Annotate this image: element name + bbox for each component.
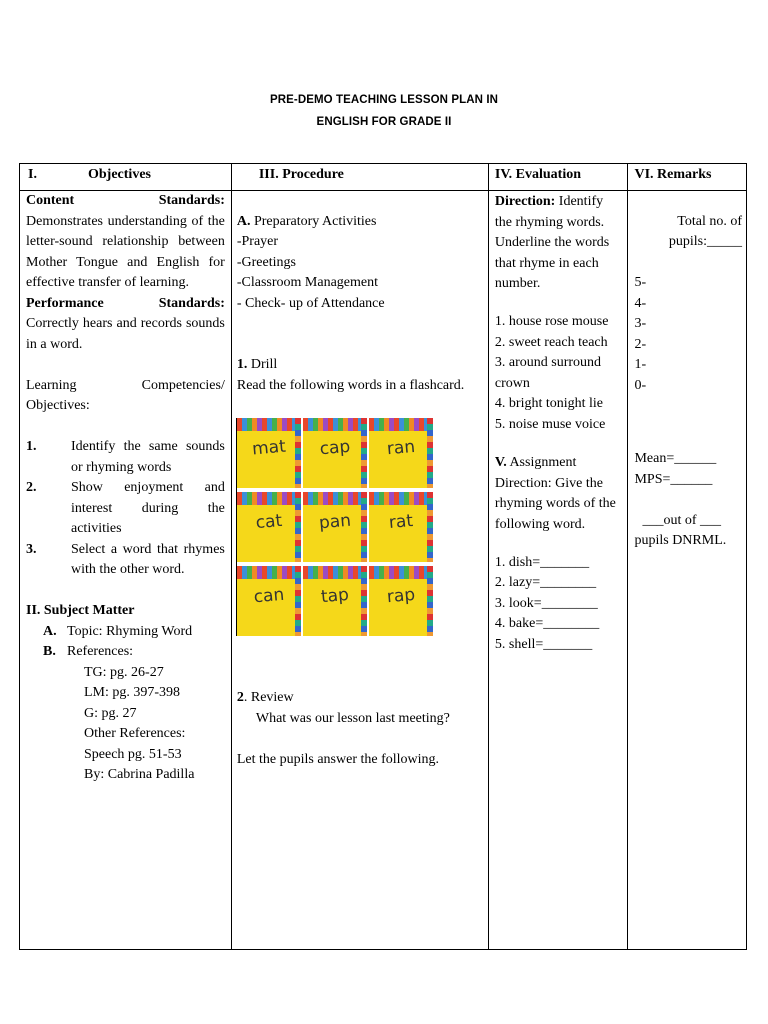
- subject-matter-heading: II. Subject Matter: [26, 603, 135, 618]
- objectives-header: I. Objectives: [20, 164, 232, 191]
- flashcard: [369, 492, 433, 562]
- flashcard: [303, 492, 367, 562]
- dnrml-line-1: ___out of ___: [642, 512, 722, 528]
- table-body-row: [20, 191, 747, 950]
- flashcard: [237, 566, 301, 636]
- score-line: 4-: [634, 295, 647, 311]
- total-pupils-line-1: Total no. of: [677, 213, 742, 229]
- flashcard: [369, 418, 433, 488]
- lesson-plan-table: [19, 163, 747, 950]
- score-line: 5-: [634, 275, 647, 290]
- subject-matter-list: [26, 622, 225, 786]
- flashcard: [369, 566, 433, 636]
- prep-item: -Greetings: [236, 254, 296, 270]
- references-item: B. References:: [43, 644, 134, 659]
- reference-line: LM: pg. 397-398: [84, 685, 181, 700]
- prep-item: -Prayer: [236, 234, 279, 249]
- list-item: 2. Show enjoyment and interest during the activities: [26, 480, 225, 536]
- topic-item: A. Topic: Rhyming Word: [43, 623, 193, 639]
- preparatory-activities-heading: A. Preparatory Activities: [236, 213, 377, 229]
- flashcard-word: pan: [318, 510, 352, 534]
- procedure-header: III. Procedure: [231, 164, 488, 191]
- score-line: 1-: [634, 357, 647, 372]
- reference-line: G: pg. 27: [84, 705, 137, 721]
- prep-item: - Check- up of Attendance: [236, 295, 385, 311]
- evaluation-item: 5. noise muse voice: [494, 416, 606, 432]
- score-line: 2-: [634, 336, 647, 352]
- assignment-item: 2. lazy=________: [494, 575, 597, 591]
- list-item: 1. Identify the same sounds or rhyming words: [26, 439, 225, 475]
- flashcard-word: rat: [387, 510, 414, 534]
- flashcard: [303, 418, 367, 488]
- evaluation-item: 2. sweet reach teach: [494, 334, 608, 350]
- content-standards-text: Demonstrates understanding of the letter-sound relationship between Mother Tongue and English for effective transfer of learning.: [26, 213, 225, 290]
- review-question: What was our lesson last meeting?: [255, 710, 450, 726]
- total-pupils-line-2: pupils:_____: [668, 234, 742, 249]
- flashcard: [303, 566, 367, 636]
- review-heading: 2. Review: [236, 690, 294, 705]
- mps-line: MPS=______: [634, 471, 713, 487]
- reference-line: Other References:: [84, 726, 186, 741]
- flashcard-word: cat: [254, 510, 283, 534]
- review-answer-instruction: Let the pupils answer the following.: [236, 751, 440, 767]
- flashcard-word: tap: [320, 584, 350, 608]
- procedure-cell: [231, 191, 488, 950]
- performance-standards-label: Performance Standards:: [26, 295, 225, 311]
- objectives-label: Objectives:: [26, 398, 90, 413]
- drill-heading: 1. Drill: [236, 357, 278, 372]
- remarks-cell: [628, 191, 747, 950]
- dnrml-line-2: pupils DNRML.: [634, 533, 727, 548]
- flashcard-word: cap: [318, 436, 351, 460]
- assignment-direction: Direction: Give the rhyming words of the following word.: [494, 475, 616, 532]
- evaluation-direction: Direction: Identify the rhyming words. Underline the words that rhyme in each number.: [494, 194, 610, 291]
- remarks-header: VI. Remarks: [628, 164, 747, 191]
- list-item: 3. Select a word that rhymes with the other word.: [26, 541, 225, 577]
- drill-instructions: Read the following words in a flashcard.: [236, 377, 465, 393]
- flashcard-grid: [236, 418, 435, 636]
- title-line-2: ENGLISH FOR GRADE II: [316, 116, 452, 128]
- reference-line: Speech pg. 51-53: [84, 746, 182, 762]
- table-header-row: [20, 164, 747, 191]
- objectives-list: [26, 437, 225, 581]
- assignment-item: 1. dish=_______: [494, 554, 590, 570]
- score-line: 0-: [634, 377, 647, 393]
- assignment-heading: V. Assignment: [494, 455, 577, 471]
- evaluation-item: 3. around surround crown: [494, 355, 602, 391]
- competencies-label: Learning Competencies/: [26, 377, 225, 393]
- evaluation-header: IV. Evaluation: [488, 164, 628, 191]
- evaluation-item: 1. house rose mouse: [494, 314, 609, 330]
- assignment-item: 3. look=________: [494, 595, 598, 611]
- reference-line: TG: pg. 26-27: [84, 664, 164, 680]
- performance-standards-text: Correctly hears and records sounds in a word.: [26, 316, 225, 352]
- score-line: 3-: [634, 316, 647, 331]
- evaluation-cell: [488, 191, 628, 950]
- content-standards-label: Content Standards:: [26, 193, 225, 208]
- flashcard-word: can: [252, 584, 285, 608]
- flashcard: [237, 492, 301, 562]
- prep-item: -Classroom Management: [236, 275, 378, 290]
- reference-line: By: Cabrina Padilla: [84, 767, 195, 782]
- mean-line: Mean=______: [634, 451, 717, 466]
- flashcard-word: rap: [385, 584, 416, 608]
- evaluation-item: 4. bright tonight lie: [494, 396, 604, 412]
- flashcard-word: mat: [251, 436, 287, 460]
- assignment-item: 5. shell=_______: [494, 636, 593, 652]
- flashcard-word: ran: [385, 436, 416, 460]
- assignment-item: 4. bake=________: [494, 616, 600, 632]
- objectives-cell: [20, 191, 232, 950]
- title-line-1: PRE-DEMO TEACHING LESSON PLAN IN: [269, 94, 499, 106]
- flashcard: [237, 418, 301, 488]
